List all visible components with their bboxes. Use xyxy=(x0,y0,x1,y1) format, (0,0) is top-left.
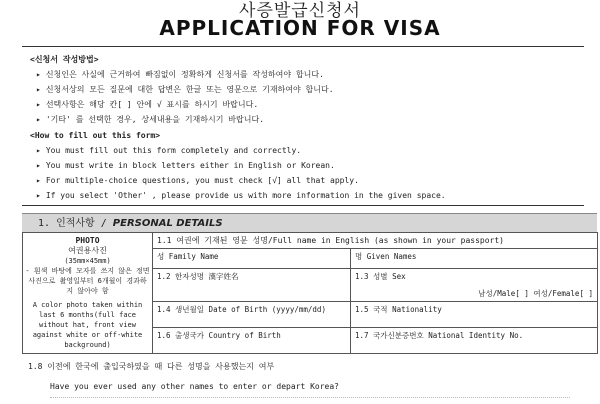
field-full-name-label: 1.1 여권에 기재된 영문 성명/Full name in English (as shown in your passport) xyxy=(153,233,598,249)
country-of-birth-label: 1.6 출생국가 Country of Birth xyxy=(157,331,281,340)
photo-note-korean: - 흰색 바탕에 모자를 쓰지 않은 정면 사진으로 촬영일부터 6개월이 경과하지 않아야 함 xyxy=(25,267,150,295)
photo-box[interactable] xyxy=(23,233,153,354)
instruction-item: ▸ If you select 'Other' , please provide us with more information in the given space. xyxy=(30,188,590,203)
form-title-korean: 사증발급신청서 xyxy=(239,1,361,21)
section-number: 1. xyxy=(38,218,51,229)
section-title-korean: 인적사항 xyxy=(56,218,95,229)
personal-details-table xyxy=(22,232,598,354)
instruction-item: ▸ For multiple-choice questions, you must check [√] all that apply. xyxy=(30,173,590,188)
field-nationality[interactable] xyxy=(351,302,598,328)
field-given-names[interactable] xyxy=(351,249,598,269)
question-1-8-korean: 1.8 이전에 한국에 출입국하였을 때 다른 성명을 사용했는지 여부 xyxy=(28,362,275,371)
field-chinese-name[interactable] xyxy=(153,269,351,302)
sex-checkboxes[interactable]: 남성/Male[ ] 여성/Female[ ] xyxy=(478,289,593,298)
family-name-label: 성 Family Name xyxy=(157,252,219,261)
field-country-of-birth[interactable] xyxy=(153,328,351,354)
sex-label: 1.3 성별 Sex xyxy=(355,272,406,281)
photo-title: PHOTO xyxy=(75,236,100,245)
cut-off-line xyxy=(50,397,570,404)
national-id-label: 1.7 국가신분증번호 National Identity No. xyxy=(355,331,524,340)
instructions-korean-heading: <신청서 작성방법> xyxy=(30,55,99,64)
form-title-english: APPLICATION FOR VISA xyxy=(159,16,441,40)
field-family-name[interactable] xyxy=(153,249,351,269)
field-date-of-birth[interactable] xyxy=(153,302,351,328)
instruction-item: ▸ You must write in block letters either in English or Korean. xyxy=(30,158,590,173)
instructions-english-heading: <How to fill out this form> xyxy=(30,131,161,140)
date-of-birth-label: 1.4 생년월일 Date of Birth (yyyy/mm/dd) xyxy=(157,305,326,314)
instruction-item: ▸ You must fill out this form completely and correctly. xyxy=(30,143,590,158)
given-names-label: 명 Given Names xyxy=(355,252,417,261)
instruction-item: ▸ 신청인은 사실에 근거하여 빠짐없이 정확하게 신청서를 작성하여야 합니다. xyxy=(30,67,590,82)
question-1-8-english: Have you ever used any other names to enter or depart Korea? xyxy=(50,382,339,391)
nationality-label: 1.5 국적 Nationality xyxy=(355,305,442,314)
photo-subtitle-korean: 여권용사진 xyxy=(68,246,107,255)
instruction-item: ▸ '기타' 를 선택한 경우, 상세내용을 기재하시기 바랍니다. xyxy=(30,112,590,127)
field-national-id[interactable] xyxy=(351,328,598,354)
instructions-english xyxy=(30,128,590,203)
divider xyxy=(22,205,584,206)
photo-note-english: A color photo taken within last 6 months(full face without hat, front view against white or off-white background) xyxy=(32,301,143,349)
divider xyxy=(22,46,584,47)
section-header-personal-details: 1. 인적사항 / PERSONAL DETAILS xyxy=(22,213,597,232)
instruction-item: ▸ 선택사항은 해당 칸[ ] 안에 √ 표시를 하시기 바랍니다. xyxy=(30,97,590,112)
photo-size: (35mm×45mm) xyxy=(64,257,111,265)
chinese-name-label: 1.2 한자성명 漢字姓名 xyxy=(157,272,239,281)
section-title-english: PERSONAL DETAILS xyxy=(112,218,223,229)
instruction-item: ▸ 신청서상의 모든 질문에 대한 답변은 한글 또는 영문으로 기재하여야 합니다. xyxy=(30,82,590,97)
field-sex[interactable] xyxy=(351,269,598,302)
instructions-korean xyxy=(30,52,590,127)
